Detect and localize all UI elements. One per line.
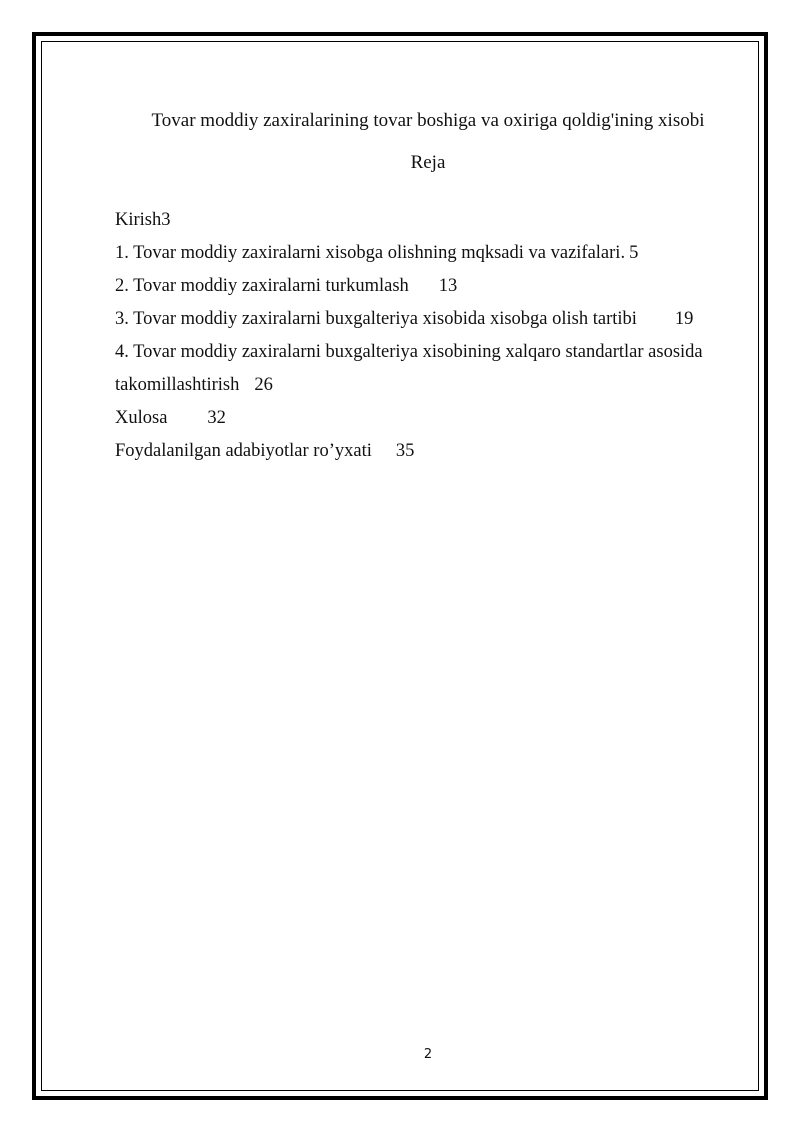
page-number: 2: [423, 1047, 433, 1062]
document-title: Tovar moddiy zaxiralarining tovar boshiga va oxiriga qoldig'ining xisobi: [151, 110, 705, 131]
toc-entry-title: takomillashtirish: [115, 375, 240, 395]
toc-entry-page: 3: [161, 210, 171, 230]
page-border-inner: [41, 41, 759, 1091]
toc-entry-4-continued: [115, 369, 725, 402]
toc-entry-conclusion: [115, 402, 725, 435]
toc-entry-4: [115, 336, 725, 369]
toc-entry-page: 19: [674, 309, 694, 329]
toc-entry-3: [115, 303, 725, 336]
toc-entry-page: 26: [254, 375, 273, 395]
toc-entry-references: [115, 435, 725, 468]
toc-entry-page: 32: [207, 408, 226, 428]
plan-heading: Reja: [410, 152, 446, 173]
toc-entry-2: [115, 270, 725, 303]
toc-entry-title: 2. Tovar moddiy zaxiralarni turkumlash: [115, 276, 409, 296]
table-of-contents: [115, 204, 725, 468]
page-border: [32, 32, 768, 1100]
toc-entry-page: 5: [629, 243, 639, 263]
toc-entry-page: 35: [395, 441, 415, 461]
toc-entry-intro: [115, 204, 725, 237]
toc-entry-page: 13: [438, 276, 458, 296]
toc-entry-title: Foydalanilgan adabiyotlar ro’yxati: [115, 441, 372, 461]
toc-entry-1: [115, 237, 725, 270]
toc-entry-title: 3. Tovar moddiy zaxiralarni buxgalteriya xisobida xisobga olish tartibi: [115, 309, 637, 329]
toc-entry-title: 1. Tovar moddiy zaxiralarni xisobga olishning mqksadi va vazifalari.: [115, 243, 626, 263]
toc-entry-title: Kirish: [115, 210, 162, 230]
toc-entry-title: 4. Tovar moddiy zaxiralarni buxgalteriya xisobining xalqaro standartlar asosida: [115, 342, 703, 362]
toc-entry-title: Xulosa: [115, 408, 168, 428]
